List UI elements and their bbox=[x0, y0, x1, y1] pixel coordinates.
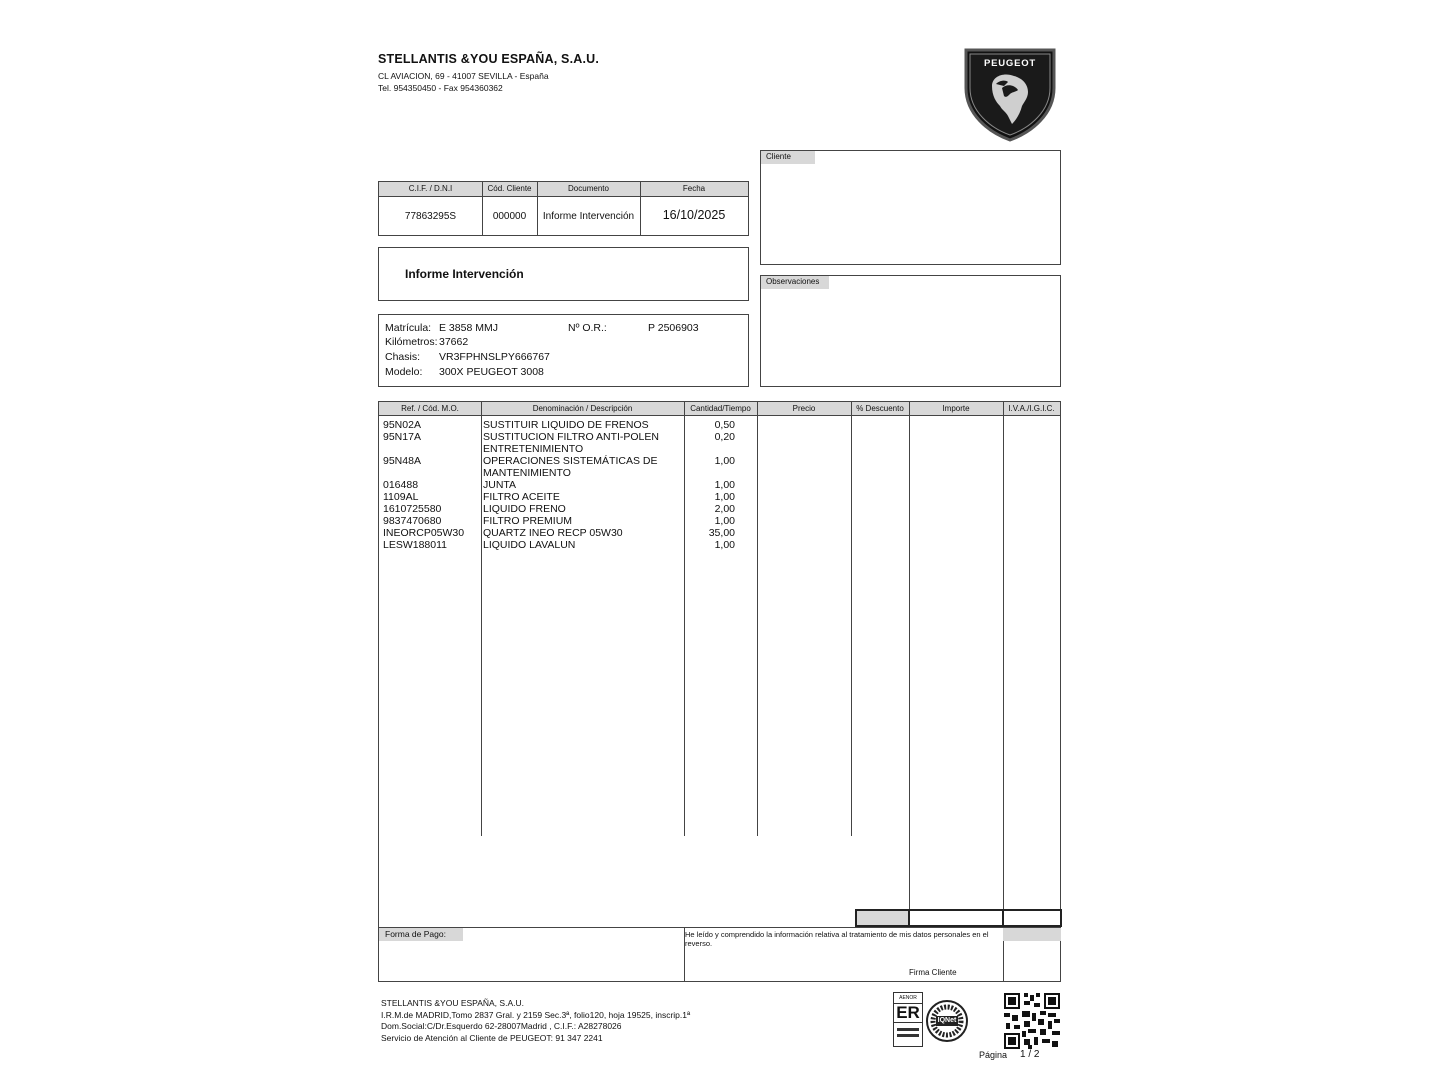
company-name: STELLANTIS &YOU ESPAÑA, S.A.U. bbox=[378, 52, 600, 66]
row-ref: LESW188011 bbox=[383, 539, 448, 551]
peugeot-lion-shield-icon bbox=[962, 44, 1058, 142]
documento-value: Informe Intervención bbox=[542, 211, 635, 222]
header-precio: Precio bbox=[757, 402, 851, 416]
row-ref: 016488 bbox=[383, 479, 419, 491]
row-qty: 1,00 bbox=[714, 491, 735, 503]
observations-box bbox=[760, 275, 1061, 387]
footer-legal bbox=[381, 998, 690, 1044]
header-cantidad: Cantidad/Tiempo bbox=[684, 402, 757, 416]
row-qty: 0,20 bbox=[714, 431, 735, 443]
aenor-label: AENOR bbox=[899, 995, 917, 1001]
privacy-notice-text: He leído y comprendido la información relativa al tratamiento de mis datos personales en el reverso. bbox=[685, 930, 989, 948]
total-discount-cell bbox=[855, 909, 910, 927]
payment-signature-area bbox=[378, 927, 1061, 982]
row-desc: JUNTA bbox=[483, 479, 517, 491]
row-desc: FILTRO PREMIUM bbox=[483, 515, 573, 527]
row-desc: LIQUIDO LAVALUN bbox=[483, 539, 576, 551]
row-desc: QUARTZ INEO RECP 05W30 bbox=[483, 527, 623, 539]
company-address: CL AVIACION, 69 - 41007 SEVILLA - España bbox=[378, 71, 549, 81]
header-ref: Ref. / Cód. M.O. bbox=[379, 402, 481, 416]
footer-line-1: STELLANTIS &YOU ESPAÑA, S.A.U. bbox=[381, 998, 524, 1008]
km-value: 37662 bbox=[439, 336, 469, 348]
totals-area bbox=[378, 836, 1061, 928]
company-phone: Tel. 954350450 - Fax 954360362 bbox=[378, 83, 503, 93]
chasis-label: Chasis: bbox=[385, 351, 421, 363]
row-desc: LIQUIDO FRENO bbox=[483, 503, 566, 515]
document-title-box bbox=[378, 247, 749, 301]
iqnet-label: IQNet bbox=[937, 1017, 957, 1024]
row-ref: 1610725580 bbox=[383, 503, 442, 515]
row-ref: 95N02A bbox=[383, 419, 421, 431]
document-info-table bbox=[378, 181, 749, 236]
client-label: Cliente bbox=[761, 151, 815, 164]
header-descripcion: Denominación / Descripción bbox=[481, 402, 684, 416]
row-desc: OPERACIONES SISTEMÁTICAS DE MANTENIMIENTO bbox=[483, 455, 658, 479]
header-iva: I.V.A./I.G.I.C. bbox=[1003, 402, 1060, 416]
row-qty: 1,00 bbox=[714, 455, 735, 467]
footer-line-4: Servicio de Atención al Cliente de PEUGEOT: 91 347 2241 bbox=[381, 1032, 603, 1043]
matricula-value: E 3858 MMJ bbox=[439, 322, 498, 334]
row-qty: 2,00 bbox=[714, 503, 735, 515]
total-iva-cell bbox=[1002, 909, 1062, 927]
row-ref: 9837470680 bbox=[383, 515, 442, 527]
row-qty: 1,00 bbox=[714, 539, 735, 551]
client-box bbox=[760, 150, 1061, 265]
qr-code-icon bbox=[1004, 993, 1060, 1049]
page-number: 1 / 2 bbox=[1020, 1049, 1040, 1060]
row-desc: SUSTITUCION FILTRO ANTI-POLEN ENTRETENIMIENTO bbox=[483, 431, 659, 455]
header-cod-cliente: Cód. Cliente bbox=[482, 182, 537, 197]
logo-text: PEUGEOT bbox=[983, 58, 1037, 69]
aenor-er-mark: ER bbox=[894, 1003, 922, 1023]
km-label: Kilómetros: bbox=[385, 336, 438, 348]
header-cif: C.I.F. / D.N.I bbox=[379, 182, 482, 197]
header-fecha: Fecha bbox=[640, 182, 748, 197]
payment-label: Forma de Pago: bbox=[379, 928, 463, 941]
row-qty: 35,00 bbox=[708, 527, 735, 539]
row-ref: 95N48A bbox=[383, 455, 421, 467]
page-label: Página bbox=[979, 1050, 1008, 1060]
row-qty: 1,00 bbox=[714, 515, 735, 527]
modelo-value: 300X PEUGEOT 3008 bbox=[439, 366, 544, 378]
header-documento: Documento bbox=[537, 182, 640, 197]
row-desc: FILTRO ACEITE bbox=[483, 491, 560, 503]
signature-label: Firma Cliente bbox=[909, 968, 957, 977]
row-desc: SUSTITUIR LIQUIDO DE FRENOS bbox=[483, 419, 649, 431]
items-table bbox=[378, 401, 1061, 837]
row-qty: 1,00 bbox=[714, 479, 735, 491]
cod-cliente-value: 000000 bbox=[492, 211, 527, 222]
row-ref: INEORCP05W30 bbox=[383, 527, 465, 539]
header-descuento: % Descuento bbox=[851, 402, 909, 416]
header-importe: Importe bbox=[909, 402, 1003, 416]
vehicle-info-box bbox=[378, 314, 749, 387]
or-value: P 2506903 bbox=[648, 322, 699, 334]
document-title: Informe Intervención bbox=[405, 267, 524, 281]
chasis-value: VR3FPHNSLPY666767 bbox=[439, 351, 550, 363]
cif-value: 77863295S bbox=[404, 211, 457, 222]
iqnet-certification-icon bbox=[926, 1000, 968, 1042]
total-importe-cell bbox=[908, 909, 1004, 927]
footer-line-2: I.R.M.de MADRID,Tomo 2837 Gral. y 2159 Sec.3ª, folio120, hoja 19525, inscrip.1ª bbox=[381, 1009, 691, 1020]
matricula-label: Matrícula: bbox=[385, 322, 432, 334]
observations-label: Observaciones bbox=[761, 276, 829, 289]
footer-line-3: Dom.Social:C/Dr.Esquerdo 62-28007Madrid , C.I.F.: A28278026 bbox=[381, 1021, 622, 1031]
row-ref: 95N17A bbox=[383, 431, 421, 443]
modelo-label: Modelo: bbox=[385, 366, 423, 378]
row-qty: 0,50 bbox=[714, 419, 735, 431]
row-ref: 1109AL bbox=[383, 491, 419, 503]
aenor-certification-icon bbox=[893, 992, 923, 1047]
or-label: Nº O.R.: bbox=[568, 322, 607, 334]
fecha-value: 16/10/2025 bbox=[662, 208, 726, 222]
